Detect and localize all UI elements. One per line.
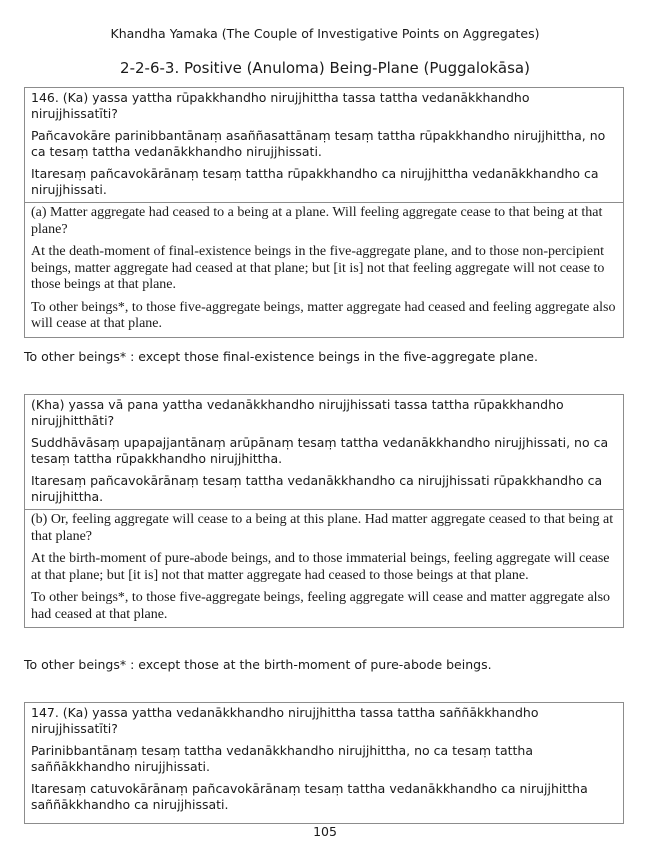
pali-text-cell — [25, 703, 623, 823]
pali-answer-partial: Suddhāvāsaṃ upapajjantānaṃ arūpānaṃ tesaṃ tattha vedanākkhandho nirujjhissati, no ca tesaṃ tattha rūpakkhandho nirujjhittha. — [31, 435, 609, 466]
english-answer-others: To other beings*, to those five-aggregate beings, matter aggregate had ceased and feeling aggregate also will cease at that plane. — [31, 299, 616, 331]
pali-question: 146. (Ka) yassa yattha rūpakkhandho nirujjhittha tassa tattha vedanākkhandho nirujjhissatīti? — [31, 90, 530, 121]
pali-text-cell — [25, 88, 623, 202]
footnote: To other beings* : except those at the birth-moment of pure-abode beings. — [24, 657, 492, 672]
passage-146-kha — [24, 394, 624, 628]
footnote: To other beings* : except those final-existence beings in the five-aggregate plane. — [24, 349, 538, 364]
english-answer-partial: At the birth-moment of pure-abode beings, and to those immaterial beings, feeling aggregate will cease at that plane; but [it is] not that matter aggregate had ceased to those beings at that plane. — [31, 551, 610, 583]
english-answer-others: To other beings*, to those five-aggregate beings, feeling aggregate will cease and matter aggregate also had ceased at that plane. — [31, 590, 611, 622]
pali-answer-others: Itaresaṃ catuvokārānaṃ pañcavokārānaṃ tesaṃ tattha vedanākkhandho ca nirujjhittha saññākkhandho ca nirujjhissati. — [31, 781, 588, 812]
pali-answer-partial: Parinibbantānaṃ tesaṃ tattha vedanākkhandho nirujjhittha, no ca tesaṃ tattha saññākkhandho nirujjhissati. — [31, 743, 533, 774]
pali-answer-partial: Pañcavokāre parinibbantānaṃ asaññasattānaṃ tesaṃ tattha rūpakkhandho nirujjhittha, no ca tesaṃ tattha vedanākkhandho nirujjhissati. — [31, 128, 606, 159]
pali-answer-others: Itaresaṃ pañcavokārānaṃ tesaṃ tattha vedanākkhandho ca nirujjhissati rūpakkhandho ca nirujjhittha. — [31, 473, 603, 504]
english-question: (b) Or, feeling aggregate will cease to a being at this plane. Had matter aggregate ceased to that being at that plane? — [31, 512, 614, 544]
english-answer-partial: At the death-moment of final-existence beings in the five-aggregate plane, and to those non-percipient beings, matter aggregate had ceased at that plane; but [it is] not that feeling aggregate will not cease to those beings at that plane. — [31, 244, 605, 292]
english-translation-cell — [25, 202, 623, 337]
pali-answer-others: Itaresaṃ pañcavokārānaṃ tesaṃ tattha rūpakkhandho ca nirujjhittha vedanākkhandho ca nirujjhissati. — [31, 166, 599, 197]
pali-question: 147. (Ka) yassa yattha vedanākkhandho nirujjhittha tassa tattha saññākkhandho nirujjhissatīti? — [31, 705, 539, 736]
pali-text-cell — [25, 395, 623, 509]
english-question: (a) Matter aggregate had ceased to a being at a plane. Will feeling aggregate cease to that being at that plane? — [31, 205, 603, 237]
english-translation-cell — [25, 509, 623, 627]
running-header: Khandha Yamaka (The Couple of Investigative Points on Aggregates) — [110, 26, 540, 41]
section-title: 2-2-6-3. Positive (Anuloma) Being-Plane (Puggalokāsa) — [120, 59, 530, 77]
passage-146-ka — [24, 87, 624, 338]
pali-question: (Kha) yassa vā pana yattha vedanākkhandho nirujjhissati tassa tattha rūpakkhandho nirujjhitthāti? — [31, 397, 564, 428]
passage-147-ka — [24, 702, 624, 824]
page-number: 105 — [313, 824, 337, 839]
